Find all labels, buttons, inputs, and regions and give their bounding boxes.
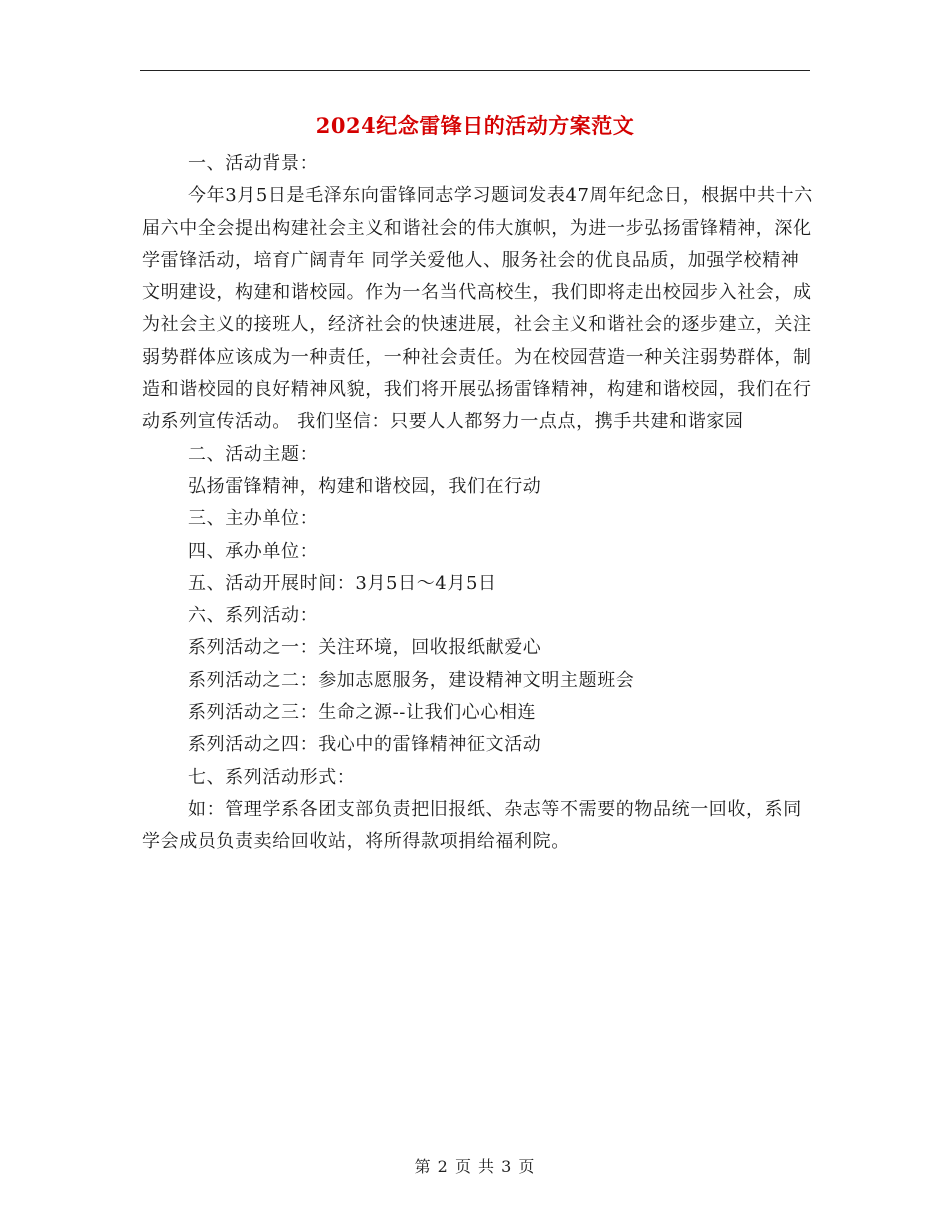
section-heading-organizer: 三、主办单位：	[188, 508, 319, 530]
activity-item-2: 系列活动之二：参加志愿服务，建设精神文明主题班会	[188, 669, 635, 691]
section-heading-time: 五、活动开展时间：3月5日～4月5日	[188, 572, 497, 594]
theme-text: 弘扬雷锋精神，构建和谐校园，我们在行动	[188, 475, 542, 497]
section-heading-activities: 六、系列活动：	[188, 605, 319, 627]
header-rule	[140, 70, 810, 71]
background-paragraph: 今年3月5日是毛泽东向雷锋同志学习题词发表47周年纪念日，根据中共十六届六中全会提出构建社会主义和谐社会的伟大旗帜，为进一步弘扬雷锋精神，深化学雷锋活动，培育广阔青年 同学关爱他人、服务社会的优良品质，加强学校精神文明建设，构建和谐校园。作为一名当代高校生，我们即将走出校园步入社会，成为社会主义的接班人，经济社会的快速进展，社会主义和谐社会的逐步建立，关注弱势群体应该成为一种责任，一种社会责任。为在校园营造一种关注弱势群体，制造和谐校园的良好精神风貌，我们将开展弘扬雷锋精神，构建和谐校园，我们在行动系列宣传活动。 我们坚信：只要人人都努力一点点，携手共建和谐家园	[142, 185, 813, 433]
format-paragraph: 如：管理学系各团支部负责把旧报纸、杂志等不需要的物品统一回收，系同学会成员负责卖给回收站，将所得款项捐给福利院。	[142, 798, 802, 853]
activity-item-3: 系列活动之三：生命之源--让我们心心相连	[188, 702, 537, 724]
section-heading-theme: 二、活动主题：	[188, 443, 319, 465]
document-title: 2024纪念雷锋日的活动方案范文	[315, 113, 635, 138]
section-heading-background: 一、活动背景：	[188, 153, 319, 174]
activity-item-4: 系列活动之四：我心中的雷锋精神征文活动	[188, 734, 542, 756]
document-body	[142, 148, 814, 859]
section-heading-format: 七、系列活动形式：	[188, 766, 356, 788]
section-heading-co-organizer: 四、承办单位：	[188, 540, 319, 562]
activity-item-1: 系列活动之一：关注环境，回收报纸献爱心	[188, 637, 542, 659]
page-footer: 第 2 页 共 3 页	[414, 1157, 536, 1176]
